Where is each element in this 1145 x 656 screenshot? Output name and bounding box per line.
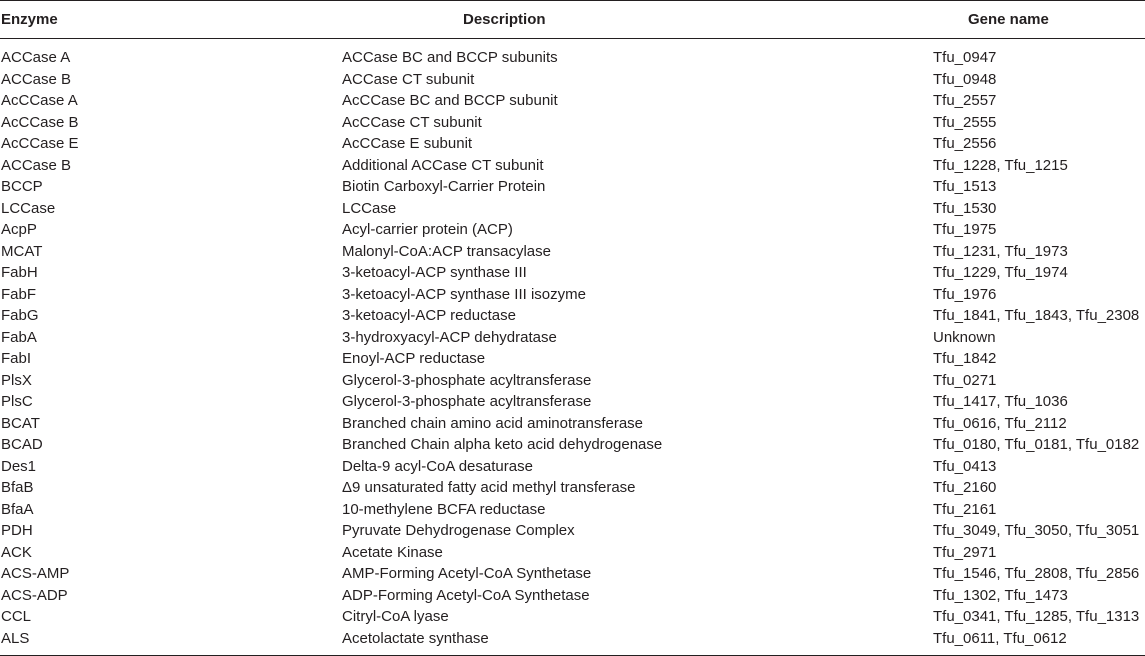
cell-gene-name: Tfu_2557 <box>933 92 997 109</box>
cell-enzyme: BfaA <box>1 500 34 518</box>
cell-enzyme: BCAT <box>1 414 40 432</box>
cell-enzyme: BCCP <box>1 178 43 195</box>
cell-enzyme: ALS <box>1 629 30 647</box>
cell-enzyme: PDH <box>1 522 33 539</box>
table-row <box>0 176 1145 198</box>
table-row <box>0 585 1145 607</box>
table-row <box>0 198 1145 220</box>
table-row <box>0 241 1145 263</box>
cell-gene-name: Tfu_2555 <box>933 113 997 131</box>
header-description: Description <box>463 11 546 28</box>
cell-enzyme: ACK <box>1 543 32 561</box>
table-row <box>0 456 1145 478</box>
cell-gene-name: Tfu_2161 <box>933 500 997 518</box>
cell-enzyme: FabA <box>1 328 37 346</box>
cell-description: AcCCase CT subunit <box>342 113 482 131</box>
cell-enzyme: AcpP <box>1 221 37 238</box>
cell-description: Enoyl-ACP reductase <box>342 350 486 367</box>
cell-gene-name: Tfu_0271 <box>933 371 997 389</box>
table-row <box>0 305 1145 327</box>
table-row <box>0 112 1145 134</box>
cell-description: AcCCase E subunit <box>342 135 473 152</box>
table-row <box>0 219 1145 241</box>
header-gene-name: Gene name <box>968 11 1049 28</box>
cell-gene-name: Tfu_1302, Tfu_1473 <box>933 586 1068 604</box>
cell-description: 3-ketoacyl-ACP synthase III <box>342 264 527 281</box>
table-row <box>0 47 1145 69</box>
cell-gene-name: Tfu_1976 <box>933 285 997 303</box>
cell-gene-name: Tfu_0341, Tfu_1285, Tfu_1313 <box>933 608 1140 625</box>
cell-enzyme: FabG <box>1 307 39 324</box>
cell-enzyme: LCCase <box>1 199 56 217</box>
table-row <box>0 477 1145 499</box>
table-row <box>0 348 1145 370</box>
cell-gene-name: Unknown <box>933 328 996 346</box>
table-row <box>0 520 1145 542</box>
table-row <box>0 90 1145 112</box>
cell-enzyme: AcCCase B <box>1 113 79 131</box>
cell-enzyme: ACCase A <box>1 49 71 66</box>
cell-description: Biotin Carboxyl-Carrier Protein <box>342 178 546 195</box>
cell-gene-name: Tfu_1229, Tfu_1974 <box>933 264 1068 281</box>
cell-gene-name: Tfu_1546, Tfu_2808, Tfu_2856 <box>933 565 1140 582</box>
table-row <box>0 606 1145 628</box>
cell-description: Pyruvate Dehydrogenase Complex <box>342 522 575 539</box>
cell-enzyme: BCAD <box>1 436 43 453</box>
cell-description: ADP-Forming Acetyl-CoA Synthetase <box>342 586 590 604</box>
table-row <box>0 413 1145 435</box>
cell-description: ACCase CT subunit <box>342 70 475 88</box>
cell-description: 10-methylene BCFA reductase <box>342 500 546 518</box>
cell-enzyme: ACCase B <box>1 156 72 174</box>
cell-description: Glycerol-3-phosphate acyltransferase <box>342 393 592 410</box>
cell-enzyme: FabF <box>1 285 37 303</box>
table-row <box>0 327 1145 349</box>
cell-gene-name: Tfu_1417, Tfu_1036 <box>933 393 1068 410</box>
header-enzyme: Enzyme <box>1 11 58 28</box>
cell-description: 3-hydroxyacyl-ACP dehydratase <box>342 328 557 346</box>
cell-description: 3-ketoacyl-ACP reductase <box>342 307 516 324</box>
cell-gene-name: Tfu_1231, Tfu_1973 <box>933 242 1068 260</box>
cell-gene-name: Tfu_2160 <box>933 479 997 496</box>
cell-gene-name: Tfu_1228, Tfu_1215 <box>933 156 1068 174</box>
cell-enzyme: ACCase B <box>1 70 72 88</box>
cell-description: Malonyl-CoA:ACP transacylase <box>342 242 551 260</box>
cell-gene-name: Tfu_0180, Tfu_0181, Tfu_0182 <box>933 436 1140 453</box>
cell-description: 3-ketoacyl-ACP synthase III isozyme <box>342 285 586 303</box>
cell-description: Branched Chain alpha keto acid dehydrogenase <box>342 436 663 453</box>
table-row <box>0 563 1145 585</box>
table-row <box>0 262 1145 284</box>
cell-description: AMP-Forming Acetyl-CoA Synthetase <box>342 565 592 582</box>
cell-description: Acetate Kinase <box>342 543 443 561</box>
cell-gene-name: Tfu_0611, Tfu_0612 <box>933 629 1067 647</box>
cell-gene-name: Tfu_1975 <box>933 221 997 238</box>
cell-description: Acyl-carrier protein (ACP) <box>342 221 513 238</box>
table-row <box>0 391 1145 413</box>
cell-gene-name: Tfu_0616, Tfu_2112 <box>933 414 1067 432</box>
cell-description: ACCase BC and BCCP subunits <box>342 49 558 66</box>
cell-description: Branched chain amino acid aminotransferase <box>342 414 644 432</box>
cell-gene-name: Tfu_2971 <box>933 543 997 561</box>
table-row <box>0 133 1145 155</box>
table-row <box>0 434 1145 456</box>
table-header-row <box>0 1 1145 38</box>
table-row <box>0 628 1145 650</box>
cell-gene-name: Tfu_0947 <box>933 49 997 66</box>
cell-gene-name: Tfu_2556 <box>933 135 997 152</box>
table-row <box>0 284 1145 306</box>
cell-description: Δ9 unsaturated fatty acid methyl transferase <box>342 479 636 496</box>
cell-description: AcCCase BC and BCCP subunit <box>342 92 558 109</box>
table-row <box>0 499 1145 521</box>
cell-enzyme: ACS-AMP <box>1 565 70 582</box>
cell-description: Additional ACCase CT subunit <box>342 156 544 174</box>
cell-description: LCCase <box>342 199 397 217</box>
cell-enzyme: FabI <box>1 350 32 367</box>
cell-gene-name: Tfu_1842 <box>933 350 997 367</box>
table-row <box>0 370 1145 392</box>
cell-enzyme: BfaB <box>1 479 34 496</box>
cell-enzyme: AcCCase E <box>1 135 79 152</box>
cell-gene-name: Tfu_1513 <box>933 178 997 195</box>
cell-enzyme: CCL <box>1 608 32 625</box>
cell-description: Glycerol-3-phosphate acyltransferase <box>342 371 592 389</box>
cell-gene-name: Tfu_0948 <box>933 70 997 88</box>
table-row <box>0 69 1145 91</box>
cell-enzyme: AcCCase A <box>1 92 78 109</box>
cell-enzyme: Des1 <box>1 457 37 475</box>
table-row <box>0 155 1145 177</box>
cell-gene-name: Tfu_1841, Tfu_1843, Tfu_2308 <box>933 307 1140 324</box>
table-header-rule <box>0 38 1145 39</box>
cell-enzyme: FabH <box>1 264 38 281</box>
cell-description: Citryl-CoA lyase <box>342 608 449 625</box>
cell-gene-name: Tfu_0413 <box>933 457 997 475</box>
table-row <box>0 542 1145 564</box>
cell-gene-name: Tfu_3049, Tfu_3050, Tfu_3051 <box>933 522 1140 539</box>
table-body <box>0 47 1145 649</box>
cell-enzyme: MCAT <box>1 242 43 260</box>
cell-enzyme: PlsC <box>1 393 33 410</box>
cell-description: Acetolactate synthase <box>342 629 489 647</box>
cell-enzyme: PlsX <box>1 371 32 389</box>
cell-gene-name: Tfu_1530 <box>933 199 997 217</box>
cell-enzyme: ACS-ADP <box>1 586 68 604</box>
cell-description: Delta-9 acyl-CoA desaturase <box>342 457 533 475</box>
